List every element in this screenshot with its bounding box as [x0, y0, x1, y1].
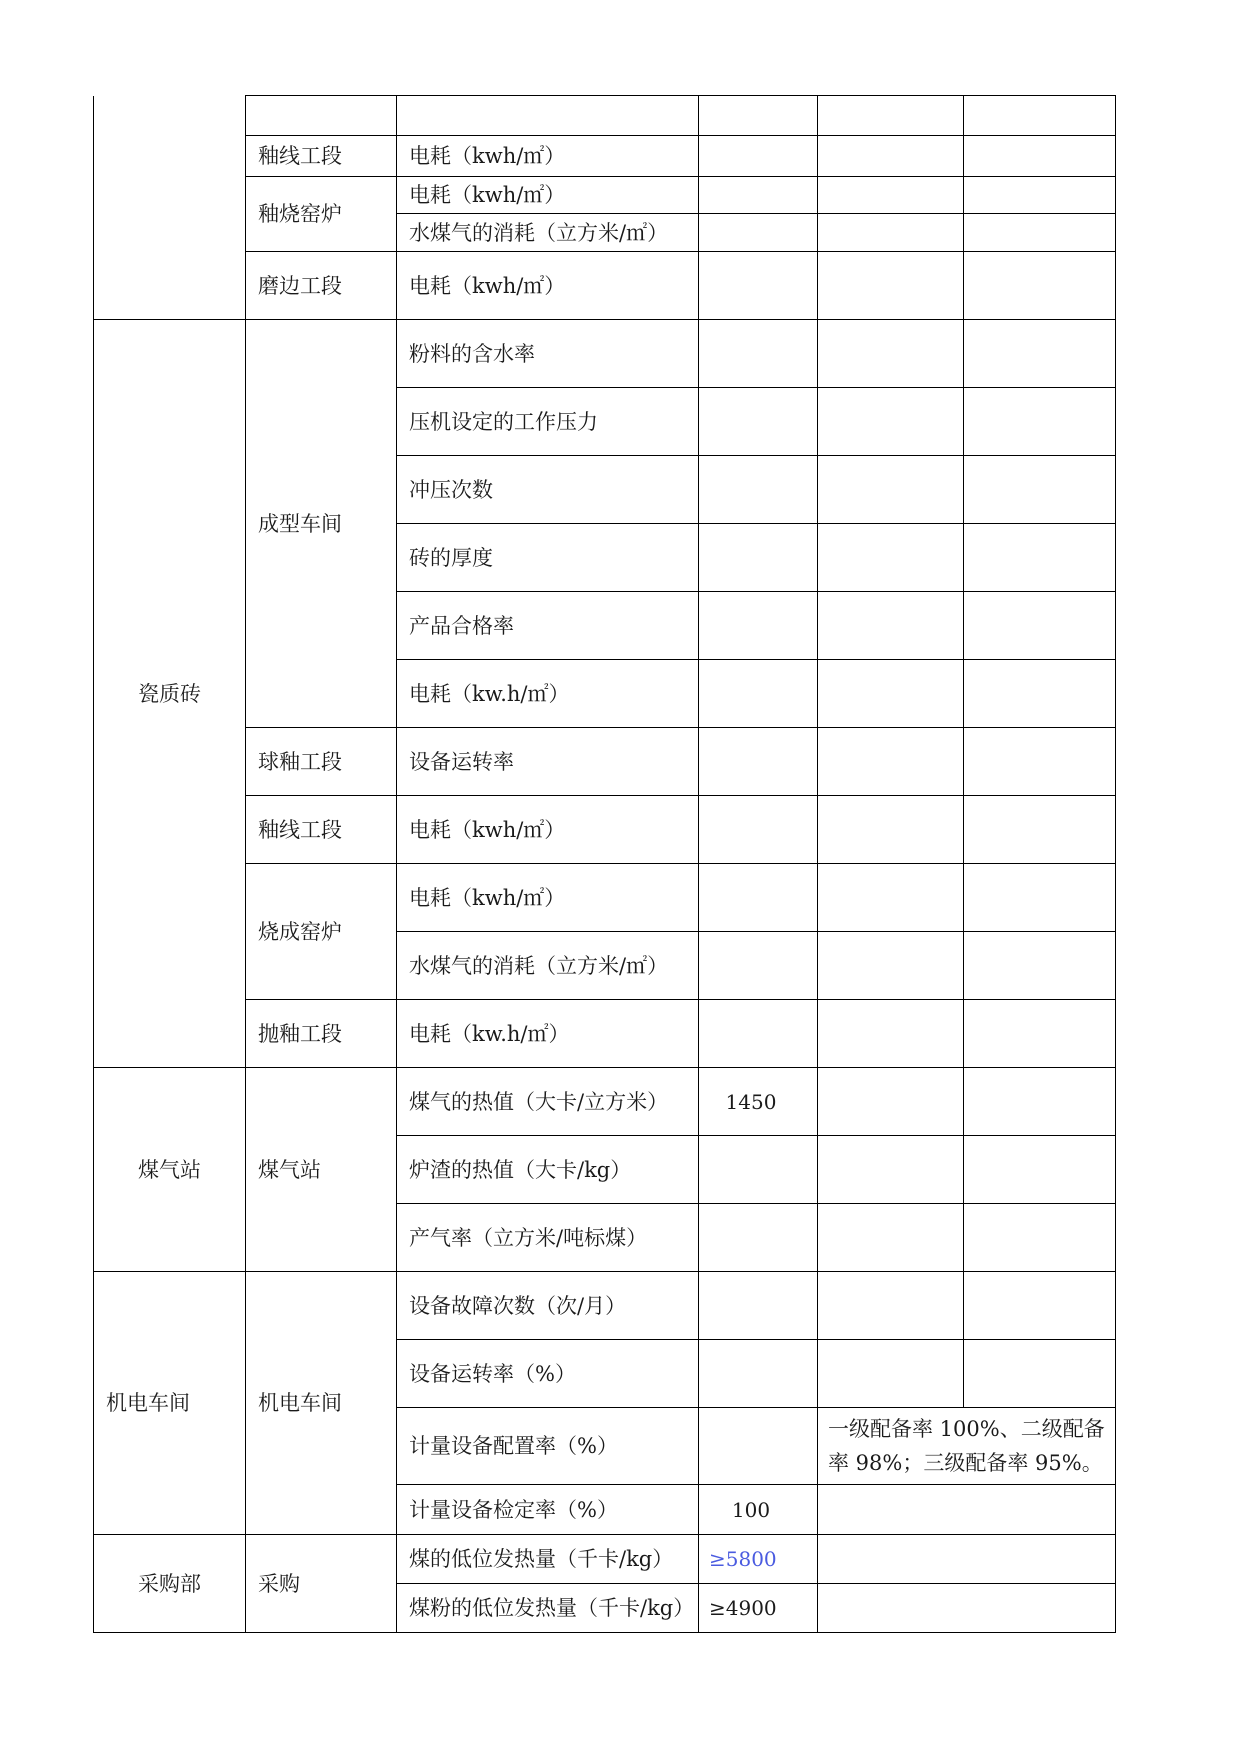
value-cell — [699, 388, 818, 456]
dept-cell: 瓷质砖 — [94, 320, 246, 1068]
table-row — [94, 1068, 1116, 1136]
value-cell — [818, 136, 964, 177]
value-cell — [964, 864, 1116, 932]
item-cell: 冲压次数 — [397, 456, 699, 524]
dept-cell-continued — [94, 96, 246, 320]
dept-cell: 机电车间 — [94, 1272, 246, 1535]
value-cell — [964, 796, 1116, 864]
item-cell: 水煤气的消耗（立方米/㎡） — [397, 932, 699, 1000]
value-cell — [964, 592, 1116, 660]
value-cell — [818, 96, 964, 136]
value-cell: ≥4900 — [699, 1584, 818, 1633]
value-cell — [964, 524, 1116, 592]
value-cell — [964, 1068, 1116, 1136]
item-cell: 电耗（kw.h/㎡） — [397, 660, 699, 728]
item-cell: 电耗（kwh/㎡） — [397, 136, 699, 177]
value-cell — [818, 1068, 964, 1136]
value-cell — [818, 1136, 964, 1204]
value-cell — [699, 1408, 818, 1485]
value-cell — [818, 1340, 964, 1408]
item-cell: 煤的低位发热量（千卡/kg） — [397, 1535, 699, 1584]
section-cell: 釉线工段 — [246, 796, 397, 864]
value-cell — [818, 1272, 964, 1340]
section-cell: 采购 — [246, 1535, 397, 1633]
section-cell: 抛釉工段 — [246, 1000, 397, 1068]
item-cell: 设备运转率（%） — [397, 1340, 699, 1408]
item-cell: 砖的厚度 — [397, 524, 699, 592]
value-cell — [964, 214, 1116, 252]
value-cell — [699, 96, 818, 136]
value-cell — [818, 177, 964, 214]
item-cell — [397, 96, 699, 136]
value-cell — [699, 864, 818, 932]
item-cell: 电耗（kwh/㎡） — [397, 177, 699, 214]
item-cell: 计量设备配置率（%） — [397, 1408, 699, 1485]
value-cell — [699, 796, 818, 864]
item-cell: 产品合格率 — [397, 592, 699, 660]
value-cell — [818, 214, 964, 252]
value-cell — [964, 1340, 1116, 1408]
table-row — [94, 320, 1116, 388]
value-cell — [964, 320, 1116, 388]
value-cell — [699, 524, 818, 592]
value-cell — [699, 932, 818, 1000]
table-row — [94, 96, 1116, 136]
value-cell — [964, 136, 1116, 177]
value-cell — [964, 456, 1116, 524]
item-cell: 压机设定的工作压力 — [397, 388, 699, 456]
value-cell — [818, 456, 964, 524]
value-cell — [818, 388, 964, 456]
value-cell — [699, 320, 818, 388]
value-cell — [818, 252, 964, 320]
value-cell — [699, 1204, 818, 1272]
item-cell: 水煤气的消耗（立方米/㎡） — [397, 214, 699, 252]
value-cell — [699, 660, 818, 728]
section-cell: 釉烧窑炉 — [246, 177, 397, 252]
value-cell — [699, 1000, 818, 1068]
value-cell — [699, 1272, 818, 1340]
value-cell — [964, 96, 1116, 136]
value-cell — [699, 177, 818, 214]
value-cell — [964, 177, 1116, 214]
item-cell: 设备运转率 — [397, 728, 699, 796]
table-row — [94, 1535, 1116, 1584]
value-cell — [818, 1000, 964, 1068]
table-row — [94, 252, 1116, 320]
value-cell — [699, 456, 818, 524]
value-cell — [818, 1485, 1116, 1535]
indicator-table — [93, 95, 1116, 1633]
item-cell: 设备故障次数（次/月） — [397, 1272, 699, 1340]
dept-cell: 采购部 — [94, 1535, 246, 1633]
value-cell — [818, 660, 964, 728]
value-cell — [818, 320, 964, 388]
value-cell — [964, 660, 1116, 728]
section-cell: 釉线工段 — [246, 136, 397, 177]
section-cell: 磨边工段 — [246, 252, 397, 320]
value-cell — [699, 252, 818, 320]
item-cell: 粉料的含水率 — [397, 320, 699, 388]
value-cell — [699, 214, 818, 252]
value-cell: 1450 — [699, 1068, 818, 1136]
value-cell — [818, 864, 964, 932]
value-cell — [964, 1000, 1116, 1068]
value-cell — [818, 728, 964, 796]
table-row — [94, 177, 1116, 214]
value-cell — [964, 1204, 1116, 1272]
value-cell — [699, 592, 818, 660]
table-row — [94, 1272, 1116, 1340]
dept-cell: 煤气站 — [94, 1068, 246, 1272]
table-row — [94, 728, 1116, 796]
value-cell — [699, 728, 818, 796]
item-cell: 电耗（kwh/㎡） — [397, 796, 699, 864]
section-cell: 煤气站 — [246, 1068, 397, 1272]
value-cell — [699, 1340, 818, 1408]
value-cell — [699, 1136, 818, 1204]
value-cell — [818, 796, 964, 864]
value-cell — [818, 1584, 1116, 1633]
item-cell: 产气率（立方米/吨标煤） — [397, 1204, 699, 1272]
item-cell: 计量设备检定率（%） — [397, 1485, 699, 1535]
value-cell: ≥5800 — [699, 1535, 818, 1584]
item-cell: 电耗（kwh/㎡） — [397, 864, 699, 932]
value-cell — [818, 524, 964, 592]
table-row — [94, 136, 1116, 177]
value-cell: 100 — [699, 1485, 818, 1535]
value-cell — [964, 932, 1116, 1000]
item-cell: 电耗（kw.h/㎡） — [397, 1000, 699, 1068]
value-cell — [818, 1535, 1116, 1584]
item-cell: 煤粉的低位发热量（千卡/kg） — [397, 1584, 699, 1633]
item-cell: 炉渣的热值（大卡/kg） — [397, 1136, 699, 1204]
section-cell — [246, 96, 397, 136]
value-cell — [818, 1204, 964, 1272]
table-row — [94, 864, 1116, 932]
item-cell: 煤气的热值（大卡/立方米） — [397, 1068, 699, 1136]
note-cell: 一级配备率 100%、二级配备率 98%；三级配备率 95%。 — [818, 1408, 1116, 1485]
value-cell — [964, 252, 1116, 320]
section-cell: 球釉工段 — [246, 728, 397, 796]
table-row — [94, 796, 1116, 864]
value-cell — [818, 932, 964, 1000]
value-cell — [964, 1136, 1116, 1204]
value-cell — [964, 1272, 1116, 1340]
section-cell: 机电车间 — [246, 1272, 397, 1535]
item-cell: 电耗（kwh/㎡） — [397, 252, 699, 320]
value-cell — [964, 388, 1116, 456]
value-cell — [964, 728, 1116, 796]
table-row — [94, 1000, 1116, 1068]
value-cell — [699, 136, 818, 177]
section-cell: 成型车间 — [246, 320, 397, 728]
section-cell: 烧成窑炉 — [246, 864, 397, 1000]
value-cell — [818, 592, 964, 660]
